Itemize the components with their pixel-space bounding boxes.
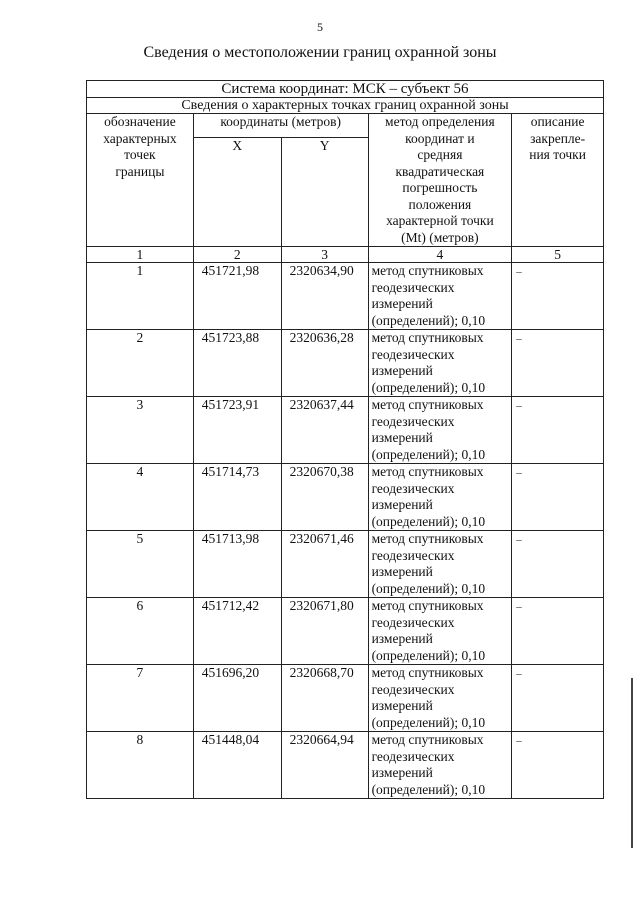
y-cell: 2320634,90 (281, 263, 368, 330)
method-line: геодезических (371, 279, 455, 295)
method-line: (определений); 0,10 (371, 513, 486, 529)
point-cell: 8 (87, 732, 194, 799)
y-cell: 2320671,80 (281, 598, 368, 665)
method-cell (368, 531, 512, 598)
header-line: погрешность (402, 180, 478, 195)
table-row (87, 531, 604, 598)
method-line: геодезических (371, 480, 455, 496)
x-cell: 451448,04 (193, 732, 281, 799)
header-x: X (193, 138, 281, 247)
method-cell (368, 665, 512, 732)
header-line: обозначение (104, 114, 176, 129)
method-line: измерений (371, 765, 433, 780)
table-row (87, 397, 604, 464)
y-cell: 2320668,70 (281, 665, 368, 732)
method-line: (определений); 0,10 (371, 647, 486, 663)
header-line: метод определения (385, 114, 495, 129)
description-cell (512, 330, 604, 397)
description-dash: – (516, 467, 522, 479)
method-line: измерений (371, 698, 433, 713)
method-line: метод спутниковых (371, 464, 484, 479)
table-row (87, 263, 604, 330)
header-line: описание (530, 114, 585, 129)
description-dash: – (516, 333, 522, 345)
header-line: закрепле- (530, 130, 586, 146)
margin-mark (631, 678, 633, 848)
point-cell: 3 (87, 397, 194, 464)
method-cell (368, 598, 512, 665)
method-line: (определений); 0,10 (371, 446, 486, 462)
description-dash: – (516, 266, 522, 278)
point-cell: 2 (87, 330, 194, 397)
header-line: характерных (103, 130, 177, 146)
method-line: (определений); 0,10 (371, 714, 486, 730)
point-cell: 4 (87, 464, 194, 531)
method-line: геодезических (371, 614, 455, 630)
method-line: геодезических (371, 681, 455, 697)
method-cell (368, 330, 512, 397)
method-line: метод спутниковых (371, 397, 484, 412)
method-line: измерений (371, 430, 433, 445)
method-line: (определений); 0,10 (371, 312, 486, 328)
method-cell (368, 263, 512, 330)
y-cell: 2320636,28 (281, 330, 368, 397)
description-cell (512, 732, 604, 799)
column-number: 5 (512, 247, 604, 263)
method-line: метод спутниковых (371, 598, 484, 613)
method-line: геодезических (371, 547, 455, 563)
x-cell: 451723,91 (193, 397, 281, 464)
header-line: (Mt) (метров) (401, 229, 479, 245)
header-method (368, 114, 512, 247)
description-dash: – (516, 735, 522, 747)
description-cell (512, 665, 604, 732)
x-cell: 451713,98 (193, 531, 281, 598)
table-row (87, 732, 604, 799)
method-line: геодезических (371, 748, 455, 764)
page-title: Сведения о местоположении границ охранной зоны (143, 44, 497, 61)
description-cell (512, 397, 604, 464)
x-cell: 451696,20 (193, 665, 281, 732)
boundary-points-table (86, 80, 604, 799)
column-number: 1 (87, 247, 194, 263)
header-line: положения (408, 196, 472, 212)
table-row (87, 598, 604, 665)
table-row (87, 330, 604, 397)
header-line: квадратическая (395, 163, 485, 179)
method-line: измерений (371, 631, 433, 646)
description-dash: – (516, 601, 522, 613)
column-number: 3 (281, 247, 368, 263)
method-line: метод спутниковых (371, 330, 484, 345)
header-y: Y (281, 138, 368, 247)
point-cell: 6 (87, 598, 194, 665)
method-line: (определений); 0,10 (371, 781, 486, 797)
method-line: измерений (371, 296, 433, 311)
point-cell: 5 (87, 531, 194, 598)
method-line: метод спутниковых (371, 531, 484, 546)
method-line: измерений (371, 497, 433, 512)
header-line: характерной точки (386, 213, 494, 228)
x-cell: 451714,73 (193, 464, 281, 531)
header-line: границы (115, 163, 165, 179)
y-cell: 2320670,38 (281, 464, 368, 531)
method-line: (определений); 0,10 (371, 379, 486, 395)
point-cell: 7 (87, 665, 194, 732)
header-designation (87, 114, 194, 247)
column-number-row (87, 247, 604, 263)
table-row (87, 464, 604, 531)
description-cell (512, 464, 604, 531)
method-line: (определений); 0,10 (371, 580, 486, 596)
header-line: ния точки (529, 147, 586, 162)
method-cell (368, 464, 512, 531)
page-number: 5 (317, 20, 323, 34)
y-cell: 2320664,94 (281, 732, 368, 799)
method-line: измерений (371, 564, 433, 579)
header-line: точек (124, 147, 156, 162)
point-cell: 1 (87, 263, 194, 330)
description-dash: – (516, 534, 522, 546)
description-cell (512, 598, 604, 665)
table-row (87, 665, 604, 732)
method-line: измерений (371, 363, 433, 378)
description-dash: – (516, 668, 522, 680)
method-line: метод спутниковых (371, 665, 484, 680)
method-line: геодезических (371, 413, 455, 429)
x-cell: 451723,88 (193, 330, 281, 397)
method-line: метод спутниковых (371, 732, 484, 747)
method-cell (368, 732, 512, 799)
header-coordinates: координаты (метров) (193, 114, 368, 138)
method-line: геодезических (371, 346, 455, 362)
method-cell (368, 397, 512, 464)
section-caption: Сведения о характерных точках границ охранной зоны (87, 98, 604, 114)
coordinate-system-caption: Система координат: МСК – субъект 56 (87, 81, 604, 98)
description-cell (512, 263, 604, 330)
description-cell (512, 531, 604, 598)
method-line: метод спутниковых (371, 263, 484, 278)
y-cell: 2320671,46 (281, 531, 368, 598)
header-description (512, 114, 604, 247)
header-line: координат и (405, 130, 475, 146)
x-cell: 451712,42 (193, 598, 281, 665)
y-cell: 2320637,44 (281, 397, 368, 464)
x-cell: 451721,98 (193, 263, 281, 330)
description-dash: – (516, 400, 522, 412)
header-line: средняя (417, 147, 463, 162)
column-number: 2 (193, 247, 281, 263)
column-number: 4 (368, 247, 512, 263)
